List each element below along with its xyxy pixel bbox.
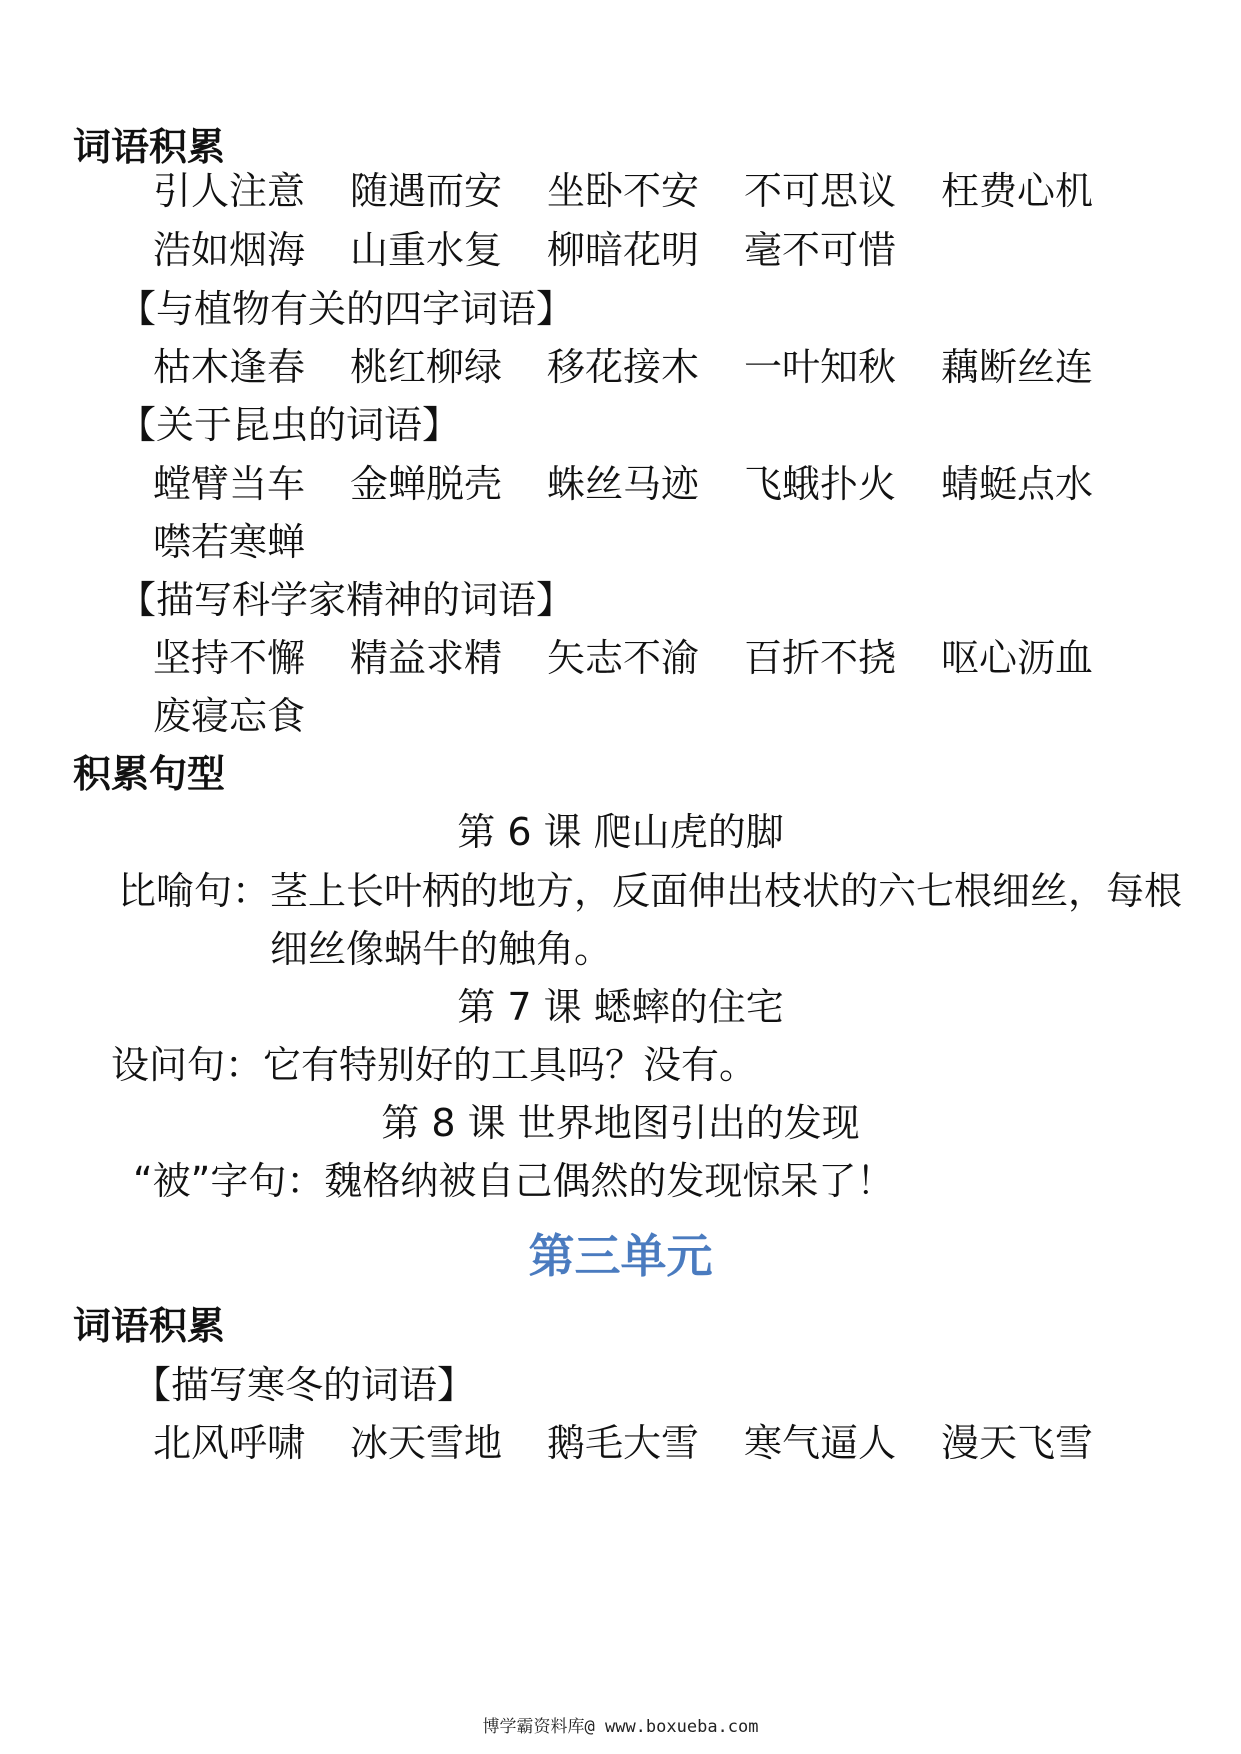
word: 一叶知秋 <box>744 345 897 389</box>
lesson-title: 第 6 课 爬山虎的脚 <box>457 810 784 854</box>
word: 精益求精 <box>350 636 503 680</box>
word: 噤若寒蝉 <box>153 520 306 564</box>
subheading-plants: 【与植物有关的四字词语】 <box>118 287 575 331</box>
word: 引人注意 <box>153 169 306 213</box>
word-row <box>153 228 941 272</box>
word: 蛛丝马迹 <box>547 462 700 506</box>
word: 藕断丝连 <box>941 345 1094 389</box>
section-heading-sentence-patterns: 积累句型 <box>73 752 226 796</box>
word: 冰天雪地 <box>350 1421 503 1465</box>
subheading-scientists: 【描写科学家精神的词语】 <box>118 578 575 622</box>
word: 毫不可惜 <box>744 228 897 272</box>
section-heading-word-accumulation: 词语积累 <box>73 125 226 169</box>
word-row <box>153 169 1138 213</box>
word: 漫天飞雪 <box>941 1421 1094 1465</box>
word: 百折不挠 <box>744 636 897 680</box>
lesson-title: 第 7 课 蟋蟀的住宅 <box>457 985 784 1029</box>
word: 浩如烟海 <box>153 228 306 272</box>
word: 废寝忘食 <box>153 694 306 738</box>
word: 蜻蜓点水 <box>941 462 1094 506</box>
word: 矢志不渝 <box>547 636 700 680</box>
section-heading-word-accumulation: 词语积累 <box>73 1304 226 1348</box>
word: 山重水复 <box>350 228 503 272</box>
unit-title: 第三单元 <box>528 1229 713 1283</box>
word: 北风呼啸 <box>153 1421 306 1465</box>
word-row <box>153 345 1138 389</box>
word: 鹅毛大雪 <box>547 1421 700 1465</box>
word: 坚持不懈 <box>153 636 306 680</box>
word: 呕心沥血 <box>941 636 1094 680</box>
word-row <box>153 462 1138 506</box>
word: 螳臂当车 <box>153 462 306 506</box>
word-row <box>153 1421 1138 1465</box>
word: 移花接木 <box>547 345 700 389</box>
subheading-insects: 【关于昆虫的词语】 <box>118 403 461 447</box>
word: 枉费心机 <box>941 169 1094 213</box>
footer-watermark: 博学霸资料库@ www.boxueba.com <box>482 1717 759 1737</box>
word: 金蝉脱壳 <box>350 462 503 506</box>
example-sentence: 比喻句：茎上长叶柄的地方，反面伸出枝状的六七根细丝，每根 <box>118 869 1183 913</box>
word-row <box>153 636 1138 680</box>
word: 枯木逢春 <box>153 345 306 389</box>
word: 坐卧不安 <box>547 169 700 213</box>
word: 飞蛾扑火 <box>744 462 897 506</box>
example-sentence: “被”字句：魏格纳被自己偶然的发现惊呆了！ <box>133 1159 895 1203</box>
word-row <box>153 694 350 738</box>
example-sentence: 设问句：它有特别好的工具吗？没有。 <box>111 1043 758 1087</box>
example-sentence-continued: 细丝像蜗牛的触角。 <box>270 927 613 971</box>
subheading-winter: 【描写寒冬的词语】 <box>133 1363 476 1407</box>
word: 柳暗花明 <box>547 228 700 272</box>
word: 随遇而安 <box>350 169 503 213</box>
word: 寒气逼人 <box>744 1421 897 1465</box>
lesson-title: 第 8 课 世界地图引出的发现 <box>381 1101 860 1145</box>
word-row <box>153 520 350 564</box>
word: 桃红柳绿 <box>350 345 503 389</box>
word: 不可思议 <box>744 169 897 213</box>
